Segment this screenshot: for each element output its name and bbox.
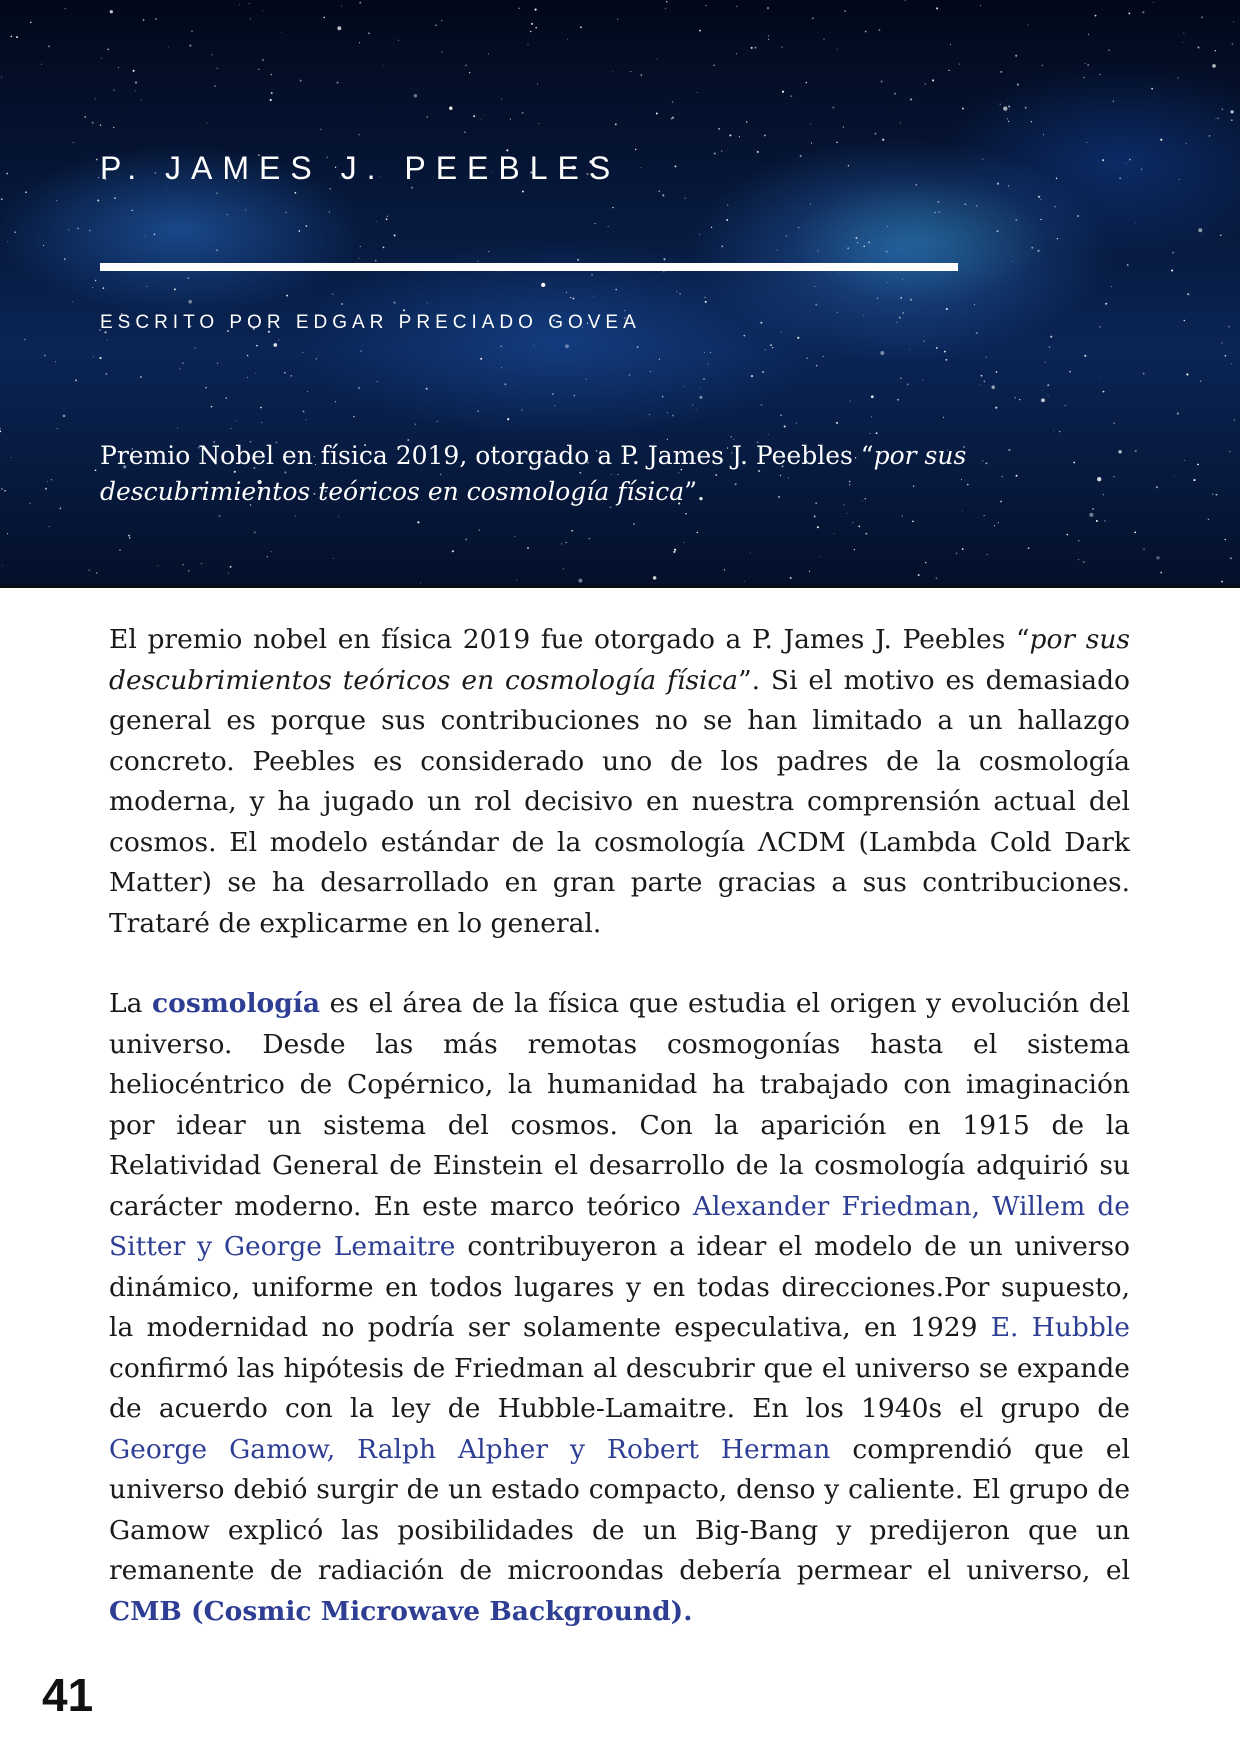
cosmologia-link[interactable]: cosmología: [152, 988, 320, 1019]
text-run: comprendió que el universo debió surgir de un estado compacto, denso y caliente. El grupo de Gamow explicó las posibilidades de un Big-Bang y predijeron que un remanente de radiación de microondas debería permear el universo, el: [109, 1433, 1130, 1586]
italic-quote: por sus descubrimientos teóricos en cosmología física: [109, 624, 1131, 696]
text-run: es el área de la física que estudia el origen y evolución del universo. Desde las más remotas cosmogonías hasta el sistema heliocéntrico de Copérnico, la humanidad ha trabajado con imaginación por idear un sistema del cosmos. Con la aparición en 1915 de la Relatividad General de Einstein el desarrollo de la cosmología adquirió su carácter moderno. En este marco teórico: [109, 988, 1130, 1222]
hero-banner: [0, 0, 1240, 588]
summary-text: Premio Nobel en física 2019, otorgado a P. James J. Peebles “: [100, 441, 874, 470]
summary-italic: por sus descubrimientos teóricos en cosmología física: [100, 441, 967, 506]
hubble-link[interactable]: E. Hubble: [990, 1312, 1130, 1343]
cmb-link[interactable]: CMB (Cosmic Microwave Background).: [109, 1595, 693, 1627]
text-run: ”. Si el motivo es demasiado general es porque sus contribuciones no se han limitado a un hallazgo concreto. Peebles es considerado uno de los padres de la cosmología moderna, y ha jugado un rol decisivo en nuestra comprensión actual del cosmos. El modelo estándar de la cosmología ΛCDM (Lambda Cold Dark Matter) se ha desarrollado en gran parte gracias a sus contribuciones. Trataré de explicarme en lo general.: [109, 664, 1130, 939]
summary-end: ”.: [684, 477, 705, 506]
text-run: contribuyeron a idear el modelo de un universo dinámico, uniforme en todos lugares y en todas direcciones.Por supuesto, la modernidad no podría ser solamente especulativa, en 1929: [109, 1231, 1131, 1343]
page-number: 41: [42, 1669, 94, 1721]
article-summary: [100, 438, 1080, 510]
text-run: La: [109, 988, 153, 1019]
text-run: El premio nobel en física 2019 fue otorgado a P. James J. Peebles “: [109, 624, 1030, 655]
article-title: P. JAMES J. PEEBLES: [100, 150, 621, 186]
article-body: [109, 620, 1130, 1632]
title-divider: [100, 263, 958, 271]
gamow-alpher-herman-link[interactable]: George Gamow, Ralph Alpher y Robert Herman: [109, 1433, 831, 1465]
paragraph-1: [109, 620, 1130, 944]
paragraph-2: [109, 984, 1130, 1632]
friedman-desitter-lemaitre-link[interactable]: Alexander Friedman, Willem de Sitter y George Lemaitre: [109, 1190, 1130, 1262]
author-byline: ESCRITO POR EDGAR PRECIADO GOVEA: [100, 312, 641, 333]
text-run: confirmó las hipótesis de Friedman al descubrir que el universo se expande de acuerdo con la ley de Hubble-Lamaitre. En los 1940s el grupo de: [109, 1352, 1130, 1424]
